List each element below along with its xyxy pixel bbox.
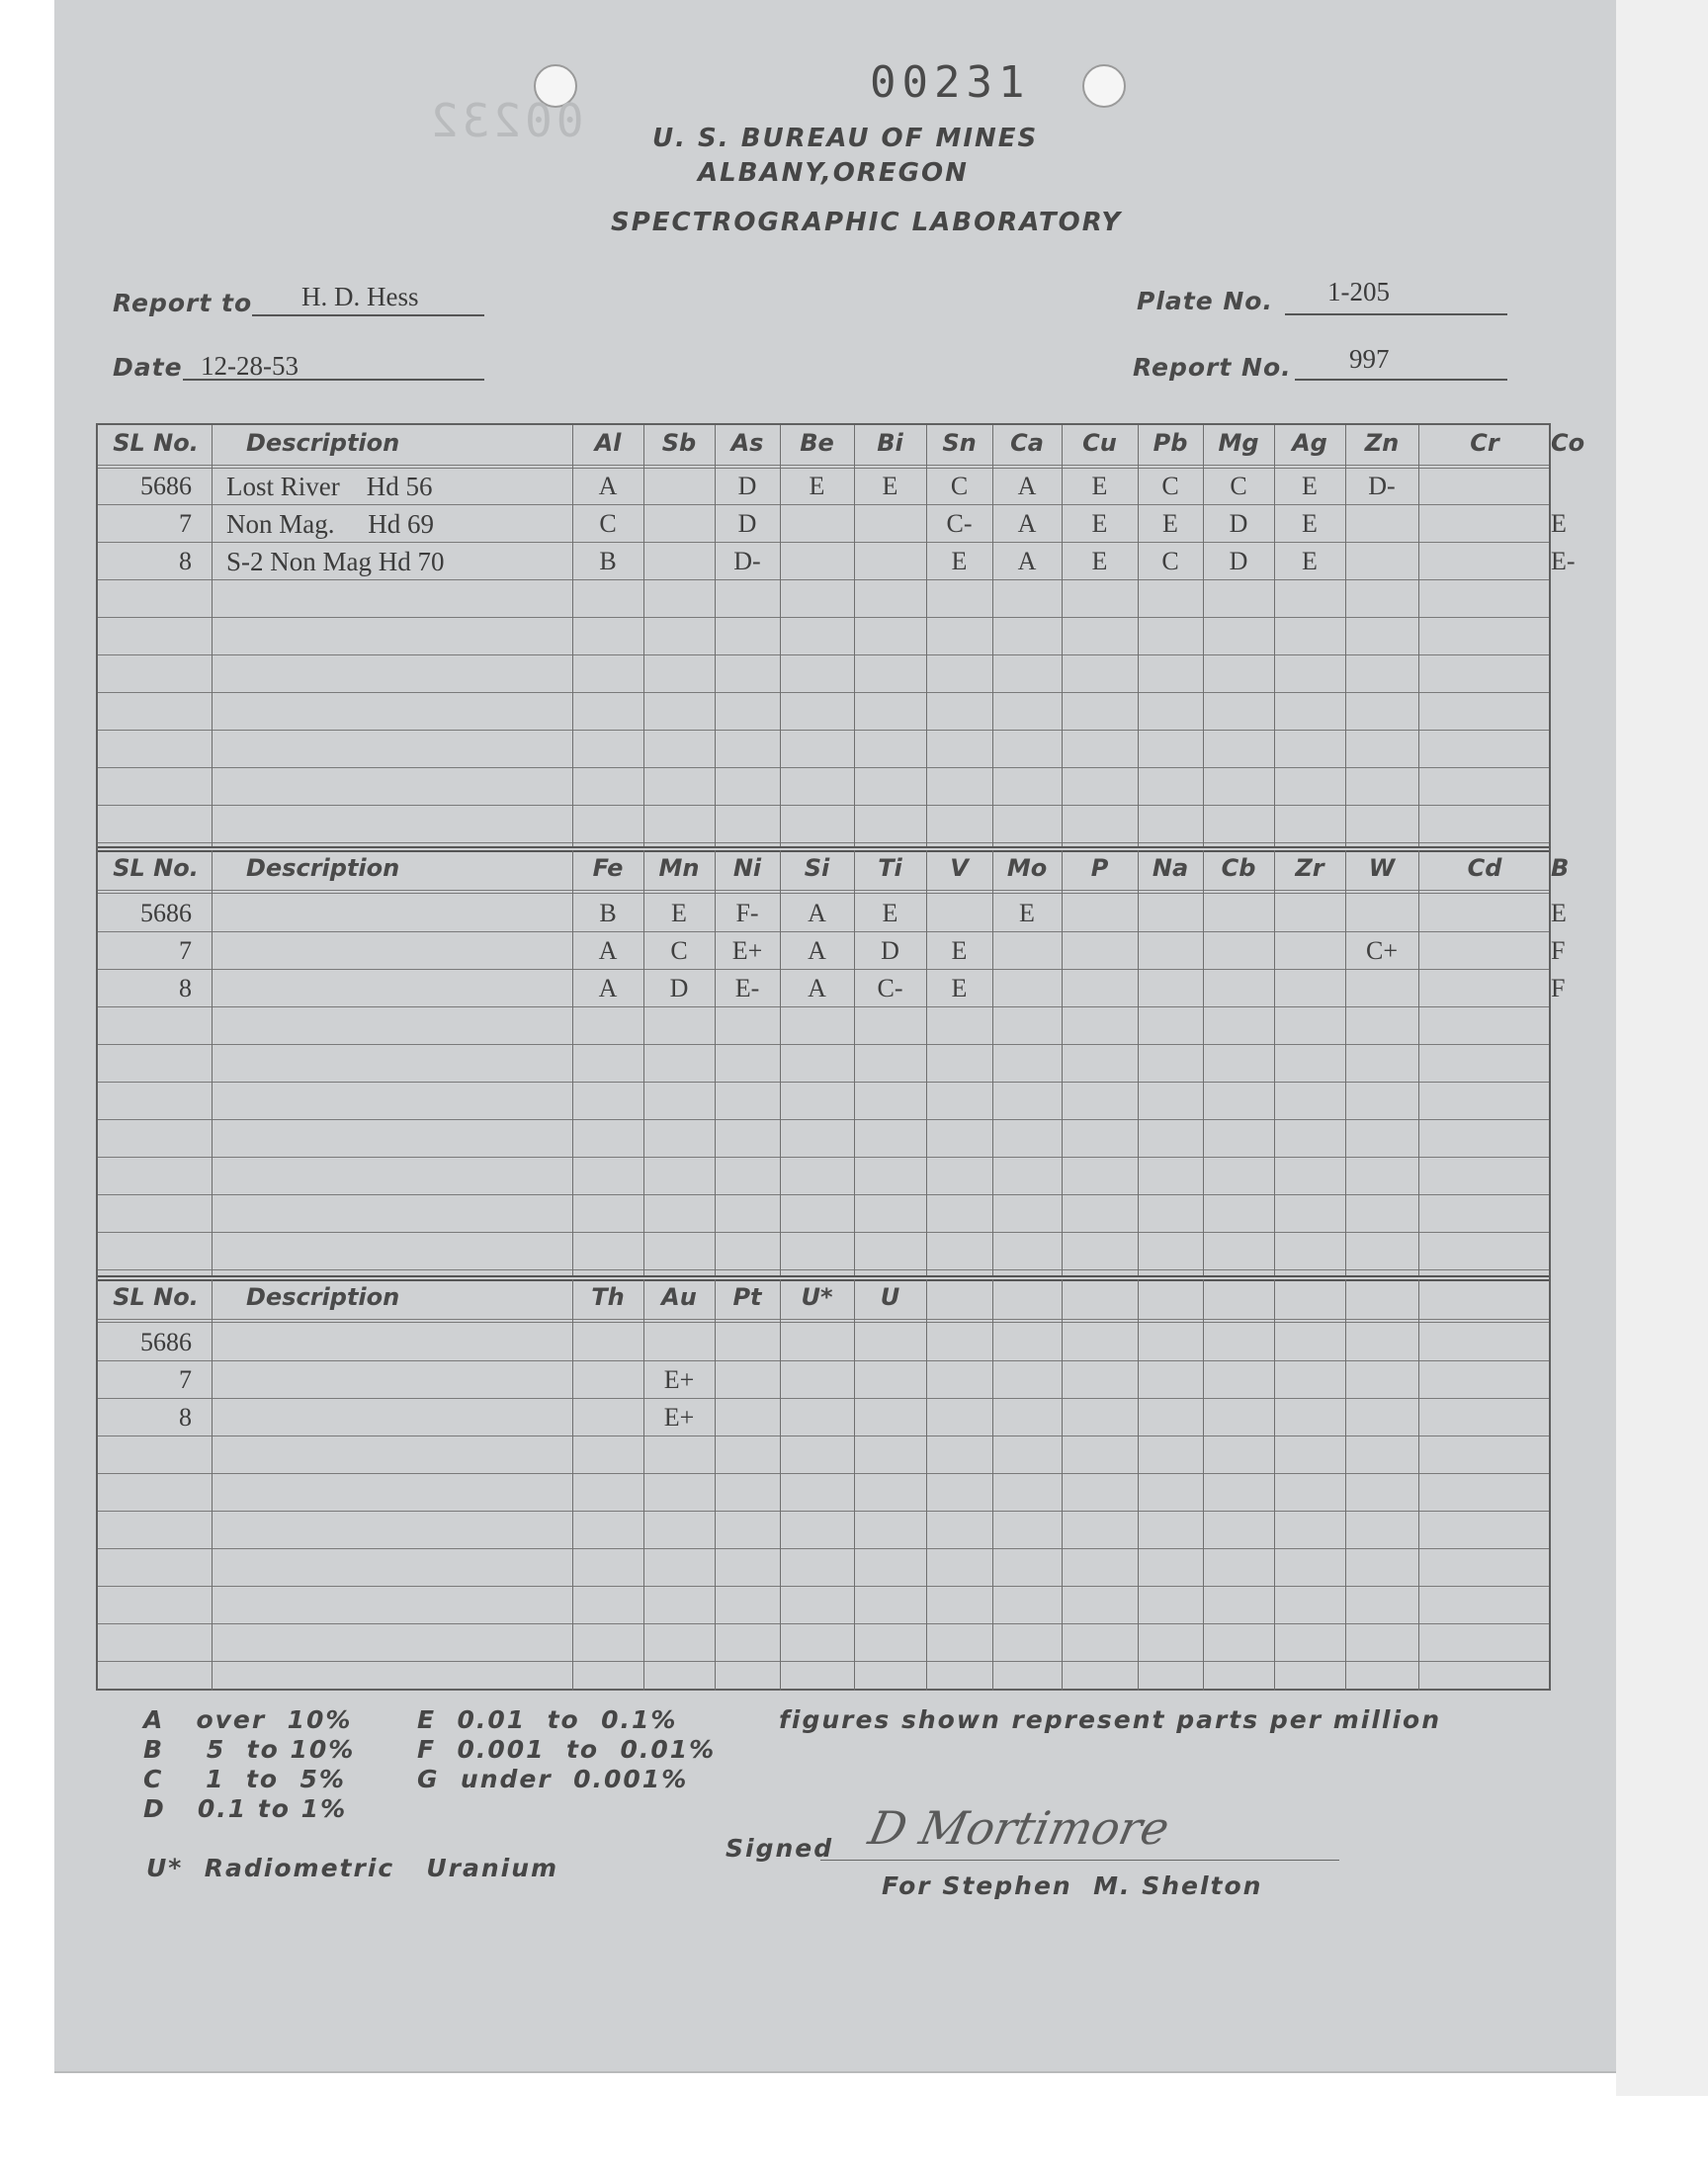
element-header: Cr bbox=[1470, 429, 1499, 457]
sample-number: 8 bbox=[179, 547, 192, 575]
concentration-value: D bbox=[737, 509, 757, 538]
concentration-value: A bbox=[808, 899, 826, 927]
sample-number: 7 bbox=[179, 509, 192, 538]
sample-description: Non Mag. Hd 69 bbox=[226, 509, 434, 539]
signature-line bbox=[820, 1860, 1339, 1861]
concentration-value: D bbox=[737, 472, 757, 500]
element-header: Bi bbox=[877, 429, 903, 457]
punch-hole-right bbox=[1082, 64, 1126, 108]
element-header: W bbox=[1368, 854, 1396, 882]
concentration-value: C bbox=[599, 509, 617, 538]
concentration-value: E bbox=[1091, 547, 1108, 575]
concentration-value: E bbox=[951, 547, 968, 575]
column-rule bbox=[1418, 850, 1419, 1275]
element-header: Au bbox=[661, 1283, 697, 1311]
sample-number: 8 bbox=[179, 974, 192, 1002]
concentration-value: E+ bbox=[663, 1365, 695, 1394]
concentration-value: E bbox=[1551, 899, 1567, 927]
row-rule bbox=[98, 1548, 1549, 1549]
concentration-value: A bbox=[598, 472, 618, 500]
date-value: 12-28-53 bbox=[201, 351, 299, 381]
element-header: Mg bbox=[1218, 429, 1259, 457]
element-header: Al bbox=[594, 429, 622, 457]
column-rule bbox=[1345, 1279, 1346, 1691]
element-header: As bbox=[730, 429, 764, 457]
concentration-value: E bbox=[951, 974, 968, 1002]
element-header: Zn bbox=[1364, 429, 1400, 457]
column-rule bbox=[572, 1279, 573, 1691]
row-rule bbox=[98, 1398, 1549, 1399]
signed-label: Signed bbox=[726, 1834, 834, 1863]
column-rule bbox=[212, 425, 213, 846]
row-rule bbox=[98, 1194, 1549, 1195]
column-rule bbox=[1345, 850, 1346, 1275]
element-header: P bbox=[1090, 854, 1109, 882]
concentration-value: E bbox=[1302, 547, 1318, 575]
concentration-value: E+ bbox=[663, 1403, 695, 1432]
report-to-value: H. D. Hess bbox=[301, 282, 419, 311]
row-rule bbox=[98, 542, 1549, 543]
concentration-value: D bbox=[1229, 509, 1248, 538]
column-rule bbox=[643, 425, 644, 846]
element-header: Pt bbox=[732, 1283, 762, 1311]
concentration-value: E bbox=[1019, 899, 1035, 927]
element-header: Zr bbox=[1295, 854, 1324, 882]
element-header: Cd bbox=[1467, 854, 1502, 882]
element-header: U* bbox=[801, 1283, 833, 1311]
element-header: Si bbox=[804, 854, 830, 882]
column-rule bbox=[1274, 850, 1275, 1275]
concentration-value: A bbox=[808, 936, 826, 965]
plate-no-line bbox=[1285, 313, 1507, 315]
element-header: Sn bbox=[942, 429, 977, 457]
element-header: Pb bbox=[1153, 429, 1188, 457]
signature: D Mortimore bbox=[864, 1801, 1174, 1855]
legend-f: F 0.001 to 0.01% bbox=[417, 1735, 717, 1764]
report-no-label: Report No. bbox=[1133, 353, 1292, 382]
column-rule bbox=[1203, 1279, 1204, 1691]
concentration-value: D- bbox=[733, 547, 761, 575]
header-rule bbox=[98, 468, 1549, 469]
concentration-value: A bbox=[1017, 472, 1037, 500]
header-rule bbox=[98, 893, 1549, 894]
legend-a: A over 10% bbox=[143, 1705, 353, 1734]
row-rule bbox=[98, 1360, 1549, 1361]
row-rule bbox=[98, 654, 1549, 655]
concentration-value: A bbox=[1017, 547, 1037, 575]
concentration-value: F- bbox=[735, 899, 759, 927]
element-header: U bbox=[880, 1283, 900, 1311]
element-header: Ca bbox=[1010, 429, 1044, 457]
sample-number: 5686 bbox=[140, 1328, 192, 1356]
ppm-note: figures shown represent parts per million bbox=[779, 1705, 1442, 1734]
header-rule bbox=[98, 465, 1549, 466]
header-rule bbox=[98, 1322, 1549, 1323]
element-header: Cb bbox=[1221, 854, 1256, 882]
bureau-title: U. S. BUREAU OF MINES bbox=[652, 124, 1039, 153]
concentration-value: C bbox=[670, 936, 688, 965]
concentration-value: C bbox=[950, 472, 969, 500]
legend-g: G under 0.001% bbox=[417, 1765, 689, 1793]
concentration-value: C bbox=[1230, 472, 1247, 500]
row-rule bbox=[98, 931, 1549, 932]
element-header: Fe bbox=[592, 854, 624, 882]
element-header: Mo bbox=[1006, 854, 1048, 882]
row-rule bbox=[98, 1232, 1549, 1233]
concentration-value: E bbox=[1302, 509, 1318, 538]
concentration-value: E bbox=[809, 472, 825, 500]
element-header: Cu bbox=[1082, 429, 1117, 457]
column-rule bbox=[854, 1279, 855, 1691]
sample-description: S-2 Non Mag Hd 70 bbox=[226, 547, 445, 576]
legend-c: C 1 to 5% bbox=[143, 1765, 346, 1793]
column-rule bbox=[926, 850, 927, 1275]
sample-number: 5686 bbox=[140, 899, 192, 927]
row-rule bbox=[98, 969, 1549, 970]
section-divider bbox=[98, 846, 1549, 848]
row-rule bbox=[98, 842, 1549, 843]
row-rule bbox=[98, 1157, 1549, 1158]
page-margin bbox=[1616, 0, 1708, 2096]
element-header: Sb bbox=[661, 429, 697, 457]
concentration-value: D bbox=[669, 974, 689, 1002]
row-rule bbox=[98, 1044, 1549, 1045]
bleed-through-number: 00232 bbox=[427, 94, 584, 147]
sample-description: Lost River Hd 56 bbox=[226, 472, 433, 501]
concentration-value: A bbox=[808, 974, 826, 1002]
concentration-value: A bbox=[1017, 509, 1037, 538]
plate-no-label: Plate No. bbox=[1137, 287, 1273, 315]
concentration-value: E- bbox=[1551, 547, 1576, 575]
element-header: Na bbox=[1152, 854, 1189, 882]
row-rule bbox=[98, 1006, 1549, 1007]
column-rule bbox=[926, 1279, 927, 1691]
concentration-value: E bbox=[951, 936, 968, 965]
concentration-value: E bbox=[1091, 509, 1108, 538]
column-rule bbox=[715, 1279, 716, 1691]
analysis-table bbox=[96, 423, 1585, 1691]
location-title: ALBANY,OREGON bbox=[698, 158, 969, 188]
sample-number: 7 bbox=[179, 1365, 192, 1394]
concentration-value: E bbox=[1551, 509, 1567, 538]
element-header: V bbox=[950, 854, 969, 882]
column-rule bbox=[212, 1279, 213, 1691]
section-divider bbox=[98, 1279, 1549, 1281]
column-rule bbox=[1274, 1279, 1275, 1691]
concentration-value: E bbox=[882, 472, 898, 500]
date-line bbox=[183, 379, 484, 381]
row-rule bbox=[98, 579, 1549, 580]
description-header: Description bbox=[246, 854, 400, 882]
concentration-value: E+ bbox=[731, 936, 763, 965]
concentration-value: D- bbox=[1368, 472, 1396, 500]
row-rule bbox=[98, 730, 1549, 731]
sample-number: 8 bbox=[179, 1403, 192, 1432]
element-header: Ni bbox=[732, 854, 762, 882]
plate-no-value: 1-205 bbox=[1327, 277, 1390, 306]
column-rule bbox=[1418, 425, 1419, 846]
for-line: For Stephen M. Shelton bbox=[882, 1871, 1263, 1900]
description-header: Description bbox=[246, 1283, 400, 1311]
radiometric-note: U* Radiometric Uranium bbox=[146, 1854, 559, 1882]
sl-no-header: SL No. bbox=[113, 1283, 199, 1311]
stamp-number: 00231 bbox=[870, 57, 1031, 108]
column-rule bbox=[1418, 1279, 1419, 1691]
concentration-value: F bbox=[1551, 974, 1566, 1002]
column-rule bbox=[1203, 850, 1204, 1275]
legend-d: D 0.1 to 1% bbox=[143, 1794, 348, 1823]
column-rule bbox=[992, 1279, 993, 1691]
sl-no-header: SL No. bbox=[113, 429, 199, 457]
element-header: Ti bbox=[878, 854, 902, 882]
element-header: Mn bbox=[658, 854, 700, 882]
concentration-value: D bbox=[1229, 547, 1248, 575]
column-rule bbox=[1138, 1279, 1139, 1691]
row-rule bbox=[98, 504, 1549, 505]
report-to-line bbox=[252, 314, 484, 316]
concentration-value: C- bbox=[877, 974, 903, 1002]
concentration-value: A bbox=[598, 936, 618, 965]
lab-title: SPECTROGRAPHIC LABORATORY bbox=[611, 208, 1123, 237]
element-header: Co bbox=[1551, 429, 1585, 457]
date-label: Date bbox=[113, 353, 183, 382]
row-rule bbox=[98, 617, 1549, 618]
concentration-value: A bbox=[598, 974, 618, 1002]
row-rule bbox=[98, 805, 1549, 806]
concentration-value: F bbox=[1551, 936, 1566, 965]
section-divider bbox=[98, 1275, 1549, 1277]
concentration-value: E bbox=[671, 899, 687, 927]
row-rule bbox=[98, 1269, 1549, 1270]
concentration-value: C bbox=[1161, 547, 1179, 575]
concentration-value: B bbox=[599, 547, 617, 575]
concentration-value: E bbox=[1091, 472, 1108, 500]
concentration-value: D bbox=[881, 936, 899, 965]
row-rule bbox=[98, 1119, 1549, 1120]
row-rule bbox=[98, 1623, 1549, 1624]
description-header: Description bbox=[246, 429, 400, 457]
column-rule bbox=[1062, 1279, 1063, 1691]
row-rule bbox=[98, 692, 1549, 693]
concentration-value: E- bbox=[734, 974, 760, 1002]
column-rule bbox=[1062, 850, 1063, 1275]
report-no-value: 997 bbox=[1349, 344, 1390, 374]
element-header: Ag bbox=[1292, 429, 1327, 457]
row-rule bbox=[98, 1586, 1549, 1587]
legend-e: E 0.01 to 0.1% bbox=[417, 1705, 678, 1734]
concentration-value: C bbox=[1161, 472, 1179, 500]
row-rule bbox=[98, 1511, 1549, 1512]
header-rule bbox=[98, 890, 1549, 891]
header-rule bbox=[98, 1319, 1549, 1320]
concentration-value: E bbox=[882, 899, 898, 927]
concentration-value: E bbox=[1162, 509, 1178, 538]
row-rule bbox=[98, 767, 1549, 768]
sl-no-header: SL No. bbox=[113, 854, 199, 882]
sample-number: 7 bbox=[179, 936, 192, 965]
row-rule bbox=[98, 1473, 1549, 1474]
row-rule bbox=[98, 1082, 1549, 1083]
column-rule bbox=[643, 1279, 644, 1691]
legend-b: B 5 to 10% bbox=[143, 1735, 356, 1764]
row-rule bbox=[98, 1661, 1549, 1662]
concentration-value: C- bbox=[946, 509, 973, 538]
column-rule bbox=[780, 1279, 781, 1691]
element-header: Be bbox=[800, 429, 834, 457]
concentration-value: B bbox=[599, 899, 617, 927]
column-rule bbox=[1138, 850, 1139, 1275]
element-header: Th bbox=[591, 1283, 625, 1311]
report-no-line bbox=[1295, 379, 1507, 381]
concentration-value: C+ bbox=[1365, 936, 1398, 965]
section-divider bbox=[98, 850, 1549, 852]
column-rule bbox=[212, 850, 213, 1275]
concentration-value: E bbox=[1302, 472, 1318, 500]
sample-number: 5686 bbox=[140, 472, 192, 500]
element-header: B bbox=[1551, 854, 1570, 882]
report-to-label: Report to bbox=[113, 289, 253, 317]
